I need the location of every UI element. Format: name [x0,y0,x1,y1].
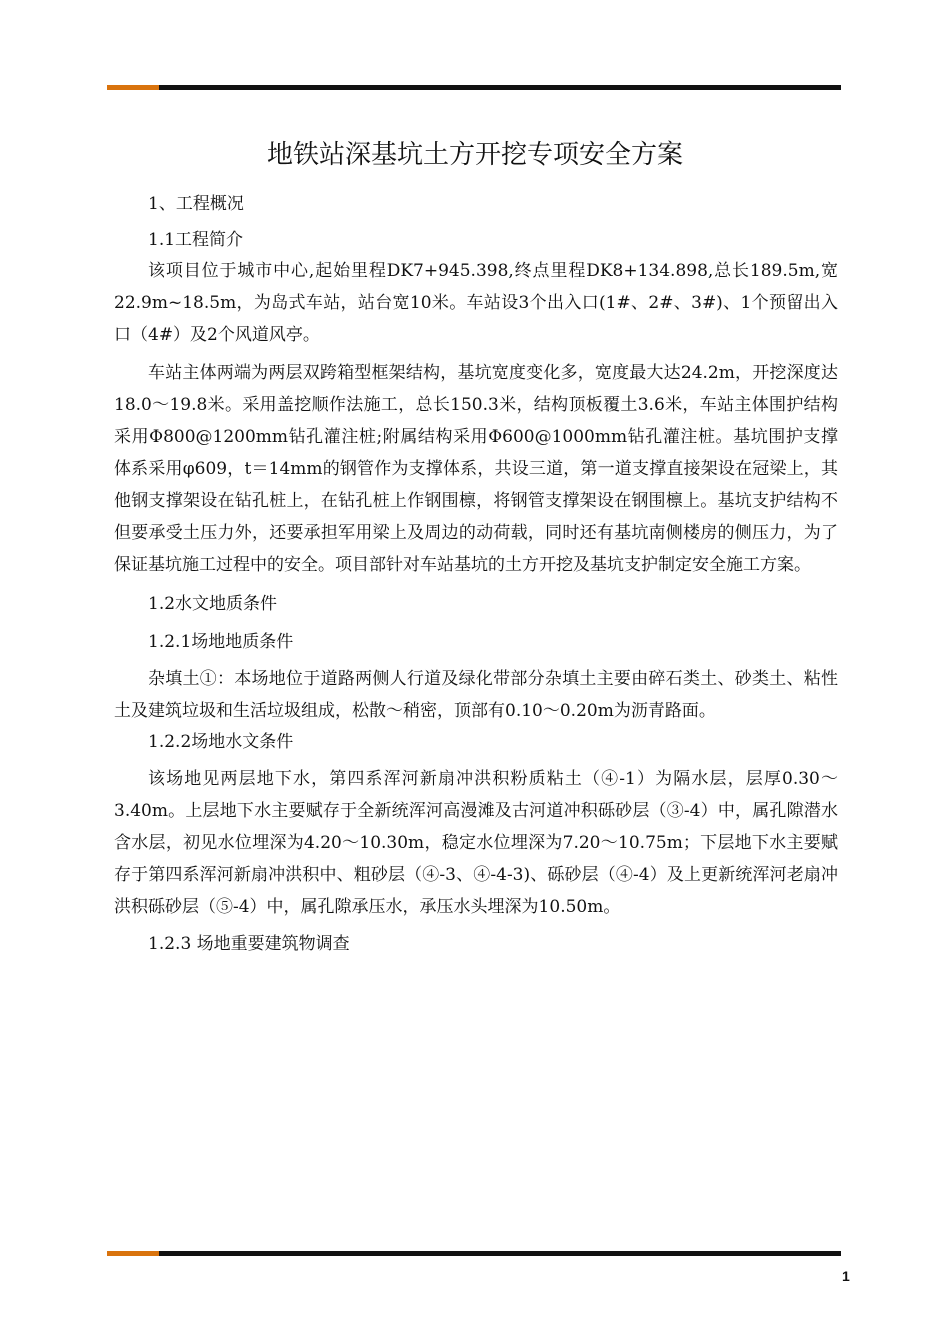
paragraph-geology: 杂填土①：本场地位于道路两侧人行道及绿化带部分杂填土主要由碎石类土、砂类土、粘性土及建筑垃圾和生活垃圾组成，松散～稍密，顶部有0.10～0.20m为沥青路面。 [114,669,838,721]
footer-rule-accent [107,1251,159,1256]
paragraph-hydrology: 该场地见两层地下水，第四系浑河新扇冲洪积粉质粘土（④-1）为隔水层，层厚0.30～3.40m。上层地下水主要赋存于全新统浑河高漫滩及古河道冲积砾砂层（③-4）中，属孔隙潜水含水层，初见水位埋深为4.20～10.30m，稳定水位埋深为7.20～10.75m；下层地下水主要赋存于第四系浑河新扇冲洪积中、粗砂层（④-3、④-4-3)、砾砂层（④-4）及上更新统浑河老扇冲洪积砾砂层（⑤-4）中，属孔隙承压水，承压水头埋深为10.50m。 [114,769,838,917]
paragraph-structure: 车站主体两端为两层双跨箱型框架结构，基坑宽度变化多，宽度最大达24.2m，开挖深度达18.0～19.8米。采用盖挖顺作法施工，总长150.3米，结构顶板覆土3.6米，车站主体围护结构采用Φ800@1200mm钻孔灌注桩;附属结构采用Φ600@1000mm钻孔灌注桩。基坑围护支撑体系采用φ609，t＝14mm的钢管作为支撑体系，共设三道，第一道支撑直接架设在冠梁上，其他钢支撑架设在钻孔桩上，在钻孔桩上作钢围檩，将钢管支撑架设在钢围檩上。基坑支护结构不但要承受土压力外，还要承担军用梁上及周边的动荷载，同时还有基坑南侧楼房的侧压力，为了保证基坑施工过程中的安全。项目部针对车站基坑的土方开挖及基坑支护制定安全施工方案。 [114,363,838,575]
section-heading-1-2-2: 1.2.2场地水文条件 [148,732,294,752]
section-heading-1: 1、工程概况 [148,194,244,214]
header-rule-accent [107,85,159,90]
section-heading-1-2: 1.2水文地质条件 [148,594,278,614]
section-heading-1-2-3: 1.2.3 场地重要建筑物调查 [148,934,350,954]
section-heading-1-1: 1.1工程简介 [148,230,244,250]
document-body [114,189,838,959]
paragraph-project-intro: 该项目位于城市中心,起始里程DK7+945.398,终点里程DK8+134.898,总长189.5m,宽22.9m~18.5m，为岛式车站，站台宽10米。车站设3个出入口(1#、2#、3#)、1个预留出入口（4#）及2个风道风亭。 [114,261,838,345]
footer-rule [107,1251,841,1256]
document-title: 地铁站深基坑土方开挖专项安全方案 [266,140,683,170]
header-rule [107,85,841,90]
page-number: 1 [842,1268,850,1284]
section-heading-1-2-1: 1.2.1场地地质条件 [148,632,294,652]
